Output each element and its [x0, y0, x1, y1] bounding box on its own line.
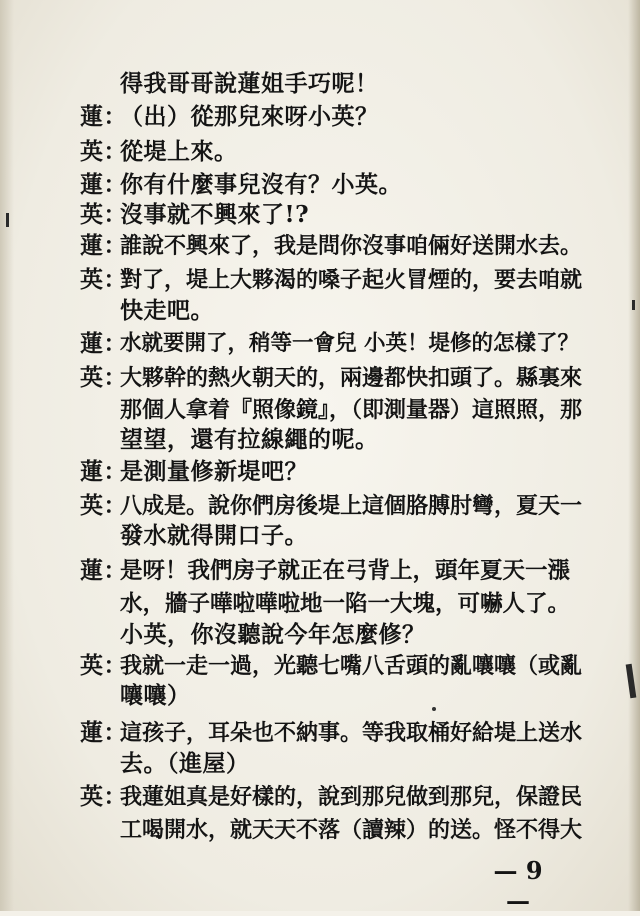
dialogue-line: [0, 228, 640, 264]
dialogue-line: [0, 678, 640, 714]
dialogue-text: 八成是。說你們房後堤上這個胳膊肘彎，夏天一: [120, 493, 583, 519]
dialogue-line: [0, 422, 640, 458]
speaker-label: 英：: [80, 266, 127, 293]
dialogue-line: [0, 360, 640, 396]
dialogue-text: 誰說不興來了，我是問你沒事咱倆好送開水去。: [120, 233, 583, 259]
dialogue-text: （出）從那兒來呀小英？: [120, 103, 379, 130]
dialogue-text: 發水就得開口子。: [120, 522, 308, 549]
dialogue-line: [0, 134, 640, 170]
speaker-label: 蓮：: [80, 330, 127, 357]
speaker-label: 英：: [80, 652, 127, 679]
speaker-label: 蓮：: [80, 171, 127, 198]
dialogue-text: 快走吧。: [120, 297, 214, 324]
speaker-label: 英：: [80, 138, 127, 165]
dialogue-line: [0, 553, 640, 589]
dialogue-text: 得我哥哥說蓮姐手巧呢！: [120, 70, 379, 97]
dialogue-text: 水就要開了，稍等一會兒 小英！堤修的怎樣了？: [120, 331, 579, 356]
speaker-label: 蓮：: [80, 719, 127, 746]
speaker-label: 英：: [80, 364, 127, 391]
speaker-label: 英：: [80, 783, 127, 810]
dialogue-text: 工喝開水，就天天不落（讀辣）的送。怪不得大: [120, 817, 583, 843]
speaker-label: 蓮：: [80, 232, 127, 259]
speaker-label: 英：: [80, 201, 127, 228]
dialogue-line: [0, 293, 640, 329]
dialogue-line: [0, 326, 640, 362]
speaker-label: 蓮：: [80, 103, 127, 130]
dialogue-text: 從堤上來。: [120, 138, 238, 165]
dialogue-text: 我蓮姐真是好樣的，說到那兒做到那兒，保證民: [120, 784, 583, 810]
speaker-label: 蓮：: [80, 557, 127, 584]
dialogue-text: 望望，還有拉線繩的呢。: [120, 426, 379, 453]
dialogue-text: 我就一走一過，光聽七嘴八舌頭的亂嚷嚷（或亂: [120, 653, 583, 679]
dialogue-line: [0, 779, 640, 815]
dialogue-text: 沒事就不興來了!?: [120, 201, 310, 228]
dialogue-text: 你有什麼事兒沒有？小英。: [120, 171, 402, 198]
dialogue-line: [0, 518, 640, 554]
dialogue-text: 對了，堤上大夥渴的嗓子起火冒煙的，要去咱就: [120, 267, 583, 293]
dialogue-text: 那個人拿着『照像鏡』，（即測量器）這照照，那: [120, 397, 583, 423]
dialogue-text: 去。（進屋）: [120, 750, 250, 777]
dialogue-text: 大夥幹的熱火朝天的，兩邊都快扣頭了。縣裏來: [120, 365, 583, 391]
speaker-label: 英：: [80, 492, 127, 519]
speaker-label: 蓮：: [80, 458, 127, 485]
dialogue-text: 小英，你沒聽說今年怎麼修？: [120, 621, 426, 648]
dialogue-text: 是呀！我們房子就正在弓背上，頭年夏天一漲: [120, 558, 571, 584]
dialogue-text: 嚷嚷）: [120, 682, 191, 709]
dialogue-line: [0, 99, 640, 135]
page-number: — 9 —: [493, 856, 543, 915]
dialogue-text: 這孩子，耳朵也不納事。等我取桶好給堤上送水: [120, 720, 583, 746]
dialogue-line: [0, 66, 640, 102]
dialogue-text: 是測量修新堤吧？: [120, 458, 308, 485]
dialogue-line: [0, 812, 640, 848]
dialogue-text: 水，牆子嘩啦嘩啦地一陷一大塊，可嚇人了。: [120, 591, 571, 617]
dialogue-line: [0, 746, 640, 782]
dialogue-line: [0, 454, 640, 490]
